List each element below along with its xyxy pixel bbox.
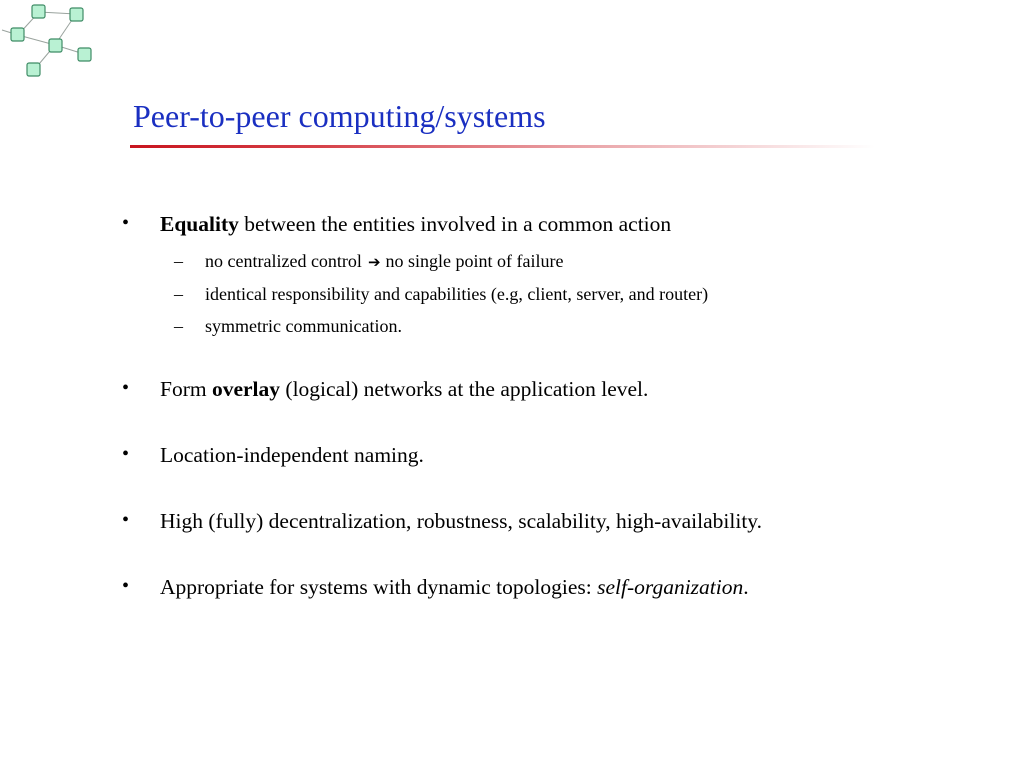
sub-text (205, 251, 563, 272)
sub-dash: – (174, 284, 183, 304)
bullet-text (160, 212, 671, 237)
bullet-rest: between the entities involved in a common action (238, 212, 672, 236)
sub-text-b: no single point of failure (385, 251, 564, 271)
title-underline (130, 145, 875, 148)
bullet-post: (logical) networks at the application level. (280, 377, 649, 401)
bullet-text: High (fully) decentralization, robustness, scalability, high-availability. (160, 509, 763, 533)
sub-text: symmetric communication. (205, 316, 402, 336)
bullet-text: Location-independent naming. (160, 443, 424, 467)
bullet-post: . (743, 575, 749, 599)
bullet-mark: • (122, 509, 130, 531)
bullet-text (160, 575, 749, 600)
sub-dash: – (174, 316, 183, 336)
bullet-bold: overlay (211, 377, 281, 401)
bullet-text (160, 377, 648, 402)
bullet-mark: • (122, 212, 130, 234)
bullet-bold: Equality (160, 212, 239, 236)
bullet-italic: self-organization (597, 575, 744, 599)
sub-text: identical responsibility and capabilities (e.g, client, server, and router) (205, 284, 709, 304)
network-graph-icon (0, 0, 100, 82)
bullet-mark: • (122, 443, 130, 465)
bullet-mark: • (122, 575, 130, 597)
sub-dash: – (174, 251, 183, 271)
bullet-pre: Appropriate for systems with dynamic topologies: (160, 575, 598, 599)
sub-text-a: no centralized control (205, 251, 362, 271)
bullet-mark: • (122, 377, 130, 399)
right-arrow-icon: ➔ (367, 253, 381, 271)
slide-title: Peer-to-peer computing/systems (133, 98, 546, 134)
bullet-pre: Form (160, 377, 212, 401)
